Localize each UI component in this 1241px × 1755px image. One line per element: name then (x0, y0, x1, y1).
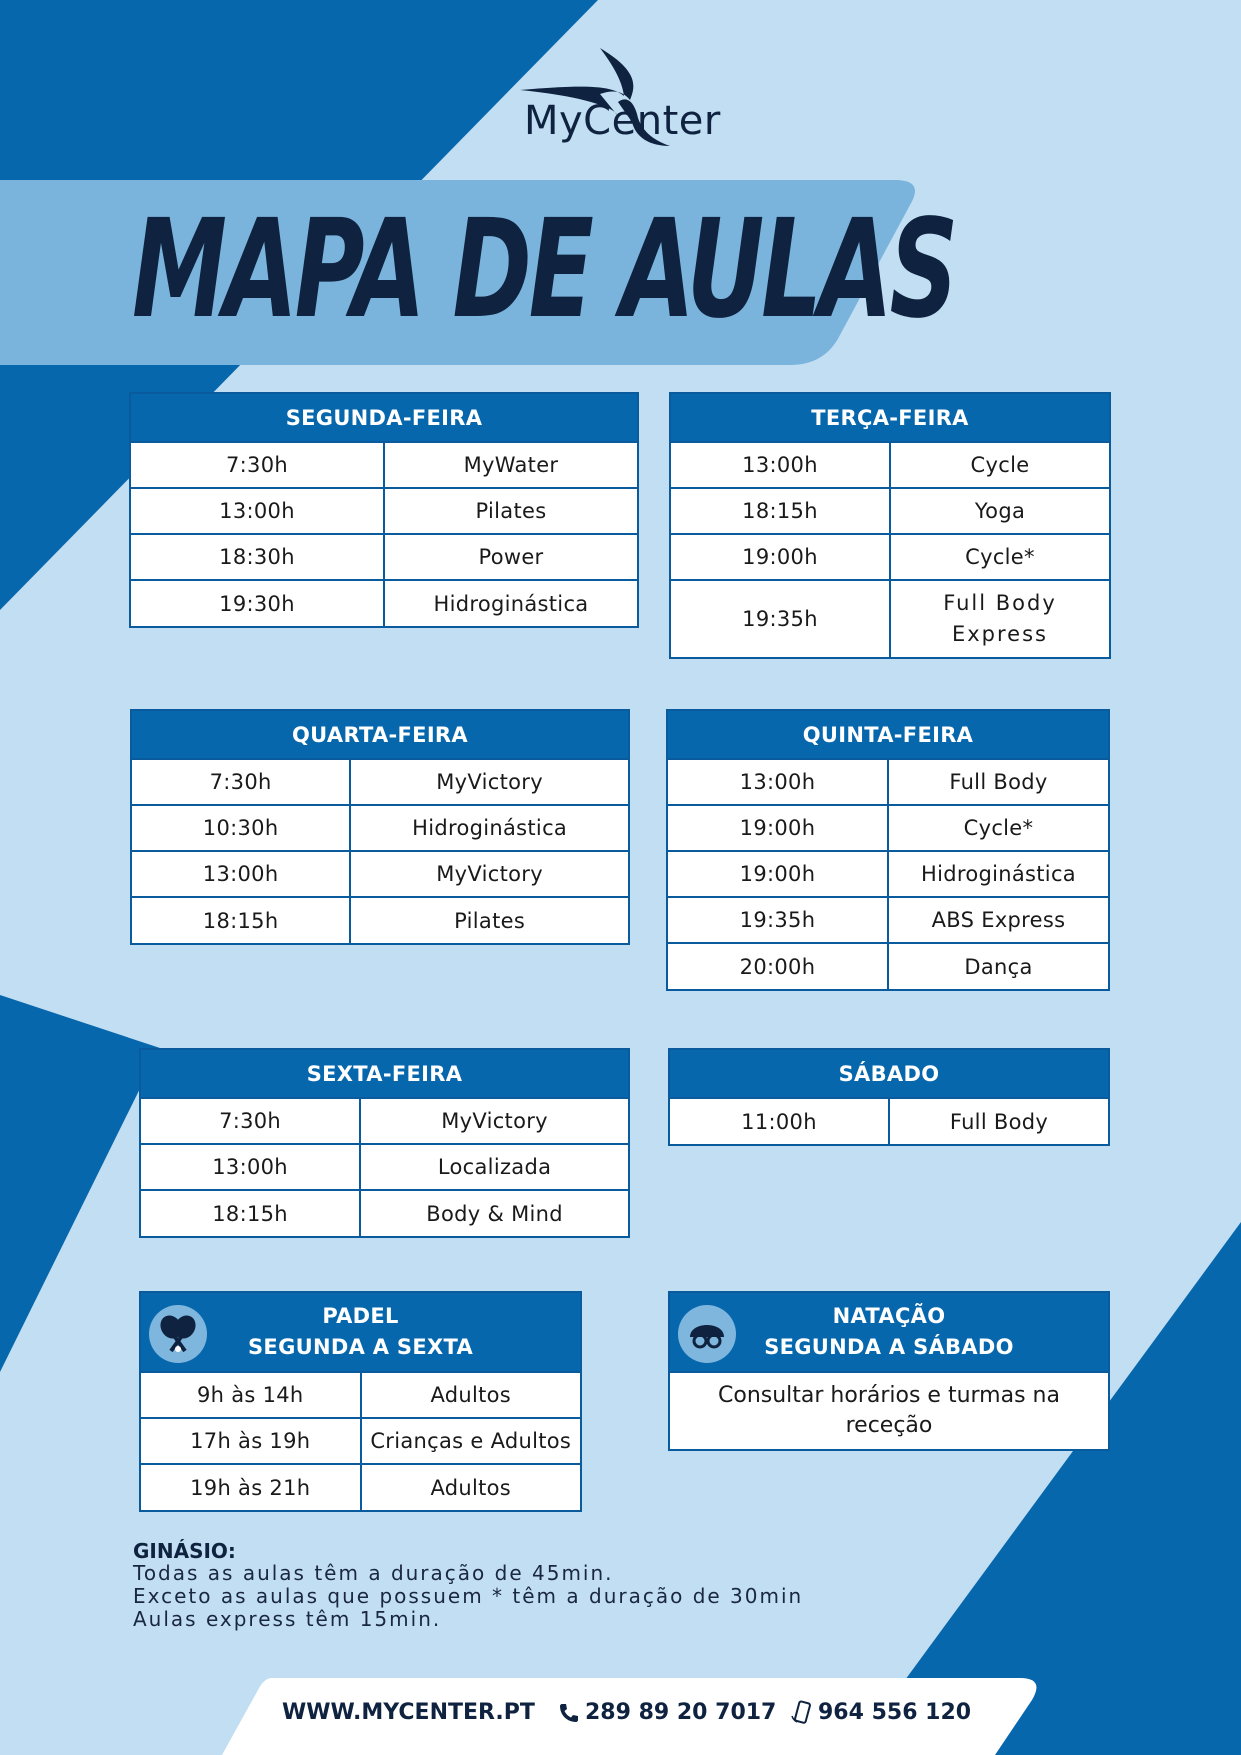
class-cell: Full Body (889, 1098, 1108, 1144)
footer (0, 1676, 1241, 1755)
table-row (668, 851, 1108, 897)
time-cell: 19:00h (668, 851, 888, 897)
class-cell: Cycle* (888, 805, 1108, 851)
mobile-number: 964 556 120 (818, 1700, 972, 1725)
time-cell: 19:35h (671, 580, 890, 657)
time-cell: 13:00h (668, 759, 888, 805)
group-cell: Adultos (361, 1464, 581, 1510)
padel-header (141, 1293, 580, 1371)
time-cell: 10:30h (132, 805, 350, 851)
table-row (131, 488, 637, 534)
class-cell: Pilates (350, 897, 628, 943)
class-cell: MyVictory (350, 759, 628, 805)
class-cell: Full Body (888, 759, 1108, 805)
class-cell: MyVictory (350, 851, 628, 897)
table-row (668, 897, 1108, 943)
table-row (670, 1098, 1108, 1144)
class-cell: ABS Express (888, 897, 1108, 943)
day-header: SEGUNDA-FEIRA (131, 394, 637, 441)
schedule-sabado (668, 1048, 1110, 1146)
phone-icon (557, 1701, 581, 1725)
table-row (132, 759, 628, 805)
class-cell: Hidroginástica (888, 851, 1108, 897)
table-row (668, 759, 1108, 805)
time-cell: 18:15h (671, 488, 890, 534)
table-row (141, 1372, 580, 1418)
class-cell: Full Body Express (890, 580, 1109, 657)
time-cell: 13:00h (141, 1144, 360, 1190)
table-row (671, 488, 1109, 534)
padel-rackets-icon (149, 1305, 207, 1363)
day-header: SEXTA-FEIRA (141, 1050, 628, 1097)
table-row (671, 534, 1109, 580)
class-cell: Cycle (890, 442, 1109, 488)
schedule-segunda (129, 392, 639, 628)
time-cell: 7:30h (131, 442, 384, 488)
class-cell: Yoga (890, 488, 1109, 534)
table-row (141, 1144, 628, 1190)
table-row (132, 851, 628, 897)
day-header: TERÇA-FEIRA (671, 394, 1109, 441)
time-cell: 20:00h (668, 943, 888, 989)
schedule-quarta (130, 709, 630, 945)
natacao-header (670, 1293, 1108, 1371)
notes-title: GINÁSIO: (133, 1539, 236, 1563)
schedule-terca (669, 392, 1111, 659)
time-cell: 17h às 19h (141, 1418, 361, 1464)
gym-notes (133, 1540, 803, 1631)
table-row (141, 1464, 580, 1510)
class-cell: Cycle* (890, 534, 1109, 580)
class-cell: Hidroginástica (350, 805, 628, 851)
time-cell: 18:30h (131, 534, 384, 580)
time-cell: 18:15h (132, 897, 350, 943)
table-row (668, 805, 1108, 851)
class-cell: Localizada (360, 1144, 628, 1190)
brand-name: MyCenter (524, 98, 721, 144)
mobile-contact[interactable] (790, 1700, 971, 1726)
class-cell: Hidroginástica (384, 580, 637, 626)
mobile-phone-icon (790, 1700, 814, 1726)
table-row (131, 442, 637, 488)
day-header: QUINTA-FEIRA (668, 711, 1108, 758)
padel-subtitle: SEGUNDA A SEXTA (248, 1335, 473, 1359)
notes-line: Aulas express têm 15min. (133, 1607, 442, 1631)
day-header: QUARTA-FEIRA (132, 711, 628, 758)
padel-title: PADEL (322, 1304, 399, 1328)
class-cell: MyVictory (360, 1098, 628, 1144)
table-row (141, 1418, 580, 1464)
time-cell: 19:30h (131, 580, 384, 626)
time-cell: 7:30h (132, 759, 350, 805)
table-row (132, 805, 628, 851)
notes-line: Todas as aulas têm a duração de 45min. (133, 1561, 614, 1585)
phone-number: 289 89 20 7017 (585, 1700, 777, 1725)
natacao-title: NATAÇÃO (832, 1304, 946, 1328)
class-cell: Pilates (384, 488, 637, 534)
class-cell: Power (384, 534, 637, 580)
time-cell: 7:30h (141, 1098, 360, 1144)
time-cell: 19h às 21h (141, 1464, 361, 1510)
day-header: SÁBADO (670, 1050, 1108, 1097)
schedule-quinta (666, 709, 1110, 991)
natacao-info: Consultar horários e turmas na receção (670, 1371, 1108, 1449)
time-cell: 18:15h (141, 1190, 360, 1236)
time-cell: 13:00h (671, 442, 890, 488)
schedule-natacao (668, 1291, 1110, 1451)
class-cell: MyWater (384, 442, 637, 488)
table-row (132, 897, 628, 943)
table-row (141, 1190, 628, 1236)
schedule-padel (139, 1291, 582, 1512)
table-row (131, 534, 637, 580)
class-cell: Body & Mind (360, 1190, 628, 1236)
table-row (671, 580, 1109, 657)
notes-line: Exceto as aulas que possuem * têm a duração de 30min (133, 1584, 804, 1608)
time-cell: 19:00h (671, 534, 890, 580)
table-row (671, 442, 1109, 488)
time-cell: 19:00h (668, 805, 888, 851)
natacao-subtitle: SEGUNDA A SÁBADO (764, 1335, 1014, 1359)
table-row (668, 943, 1108, 989)
time-cell: 13:00h (132, 851, 350, 897)
table-row (131, 580, 637, 626)
table-row (141, 1098, 628, 1144)
time-cell: 13:00h (131, 488, 384, 534)
page-title: MAPA DE AULAS (132, 191, 956, 349)
time-cell: 11:00h (670, 1098, 889, 1144)
group-cell: Adultos (361, 1372, 581, 1418)
class-cell: Dança (888, 943, 1108, 989)
time-cell: 9h às 14h (141, 1372, 361, 1418)
time-cell: 19:35h (668, 897, 888, 943)
website-link[interactable]: WWW.MYCENTER.PT (282, 1700, 535, 1725)
swimmer-icon (678, 1305, 736, 1363)
schedule-sexta (139, 1048, 630, 1238)
group-cell: Crianças e Adultos (361, 1418, 581, 1464)
phone-contact[interactable] (557, 1700, 776, 1725)
